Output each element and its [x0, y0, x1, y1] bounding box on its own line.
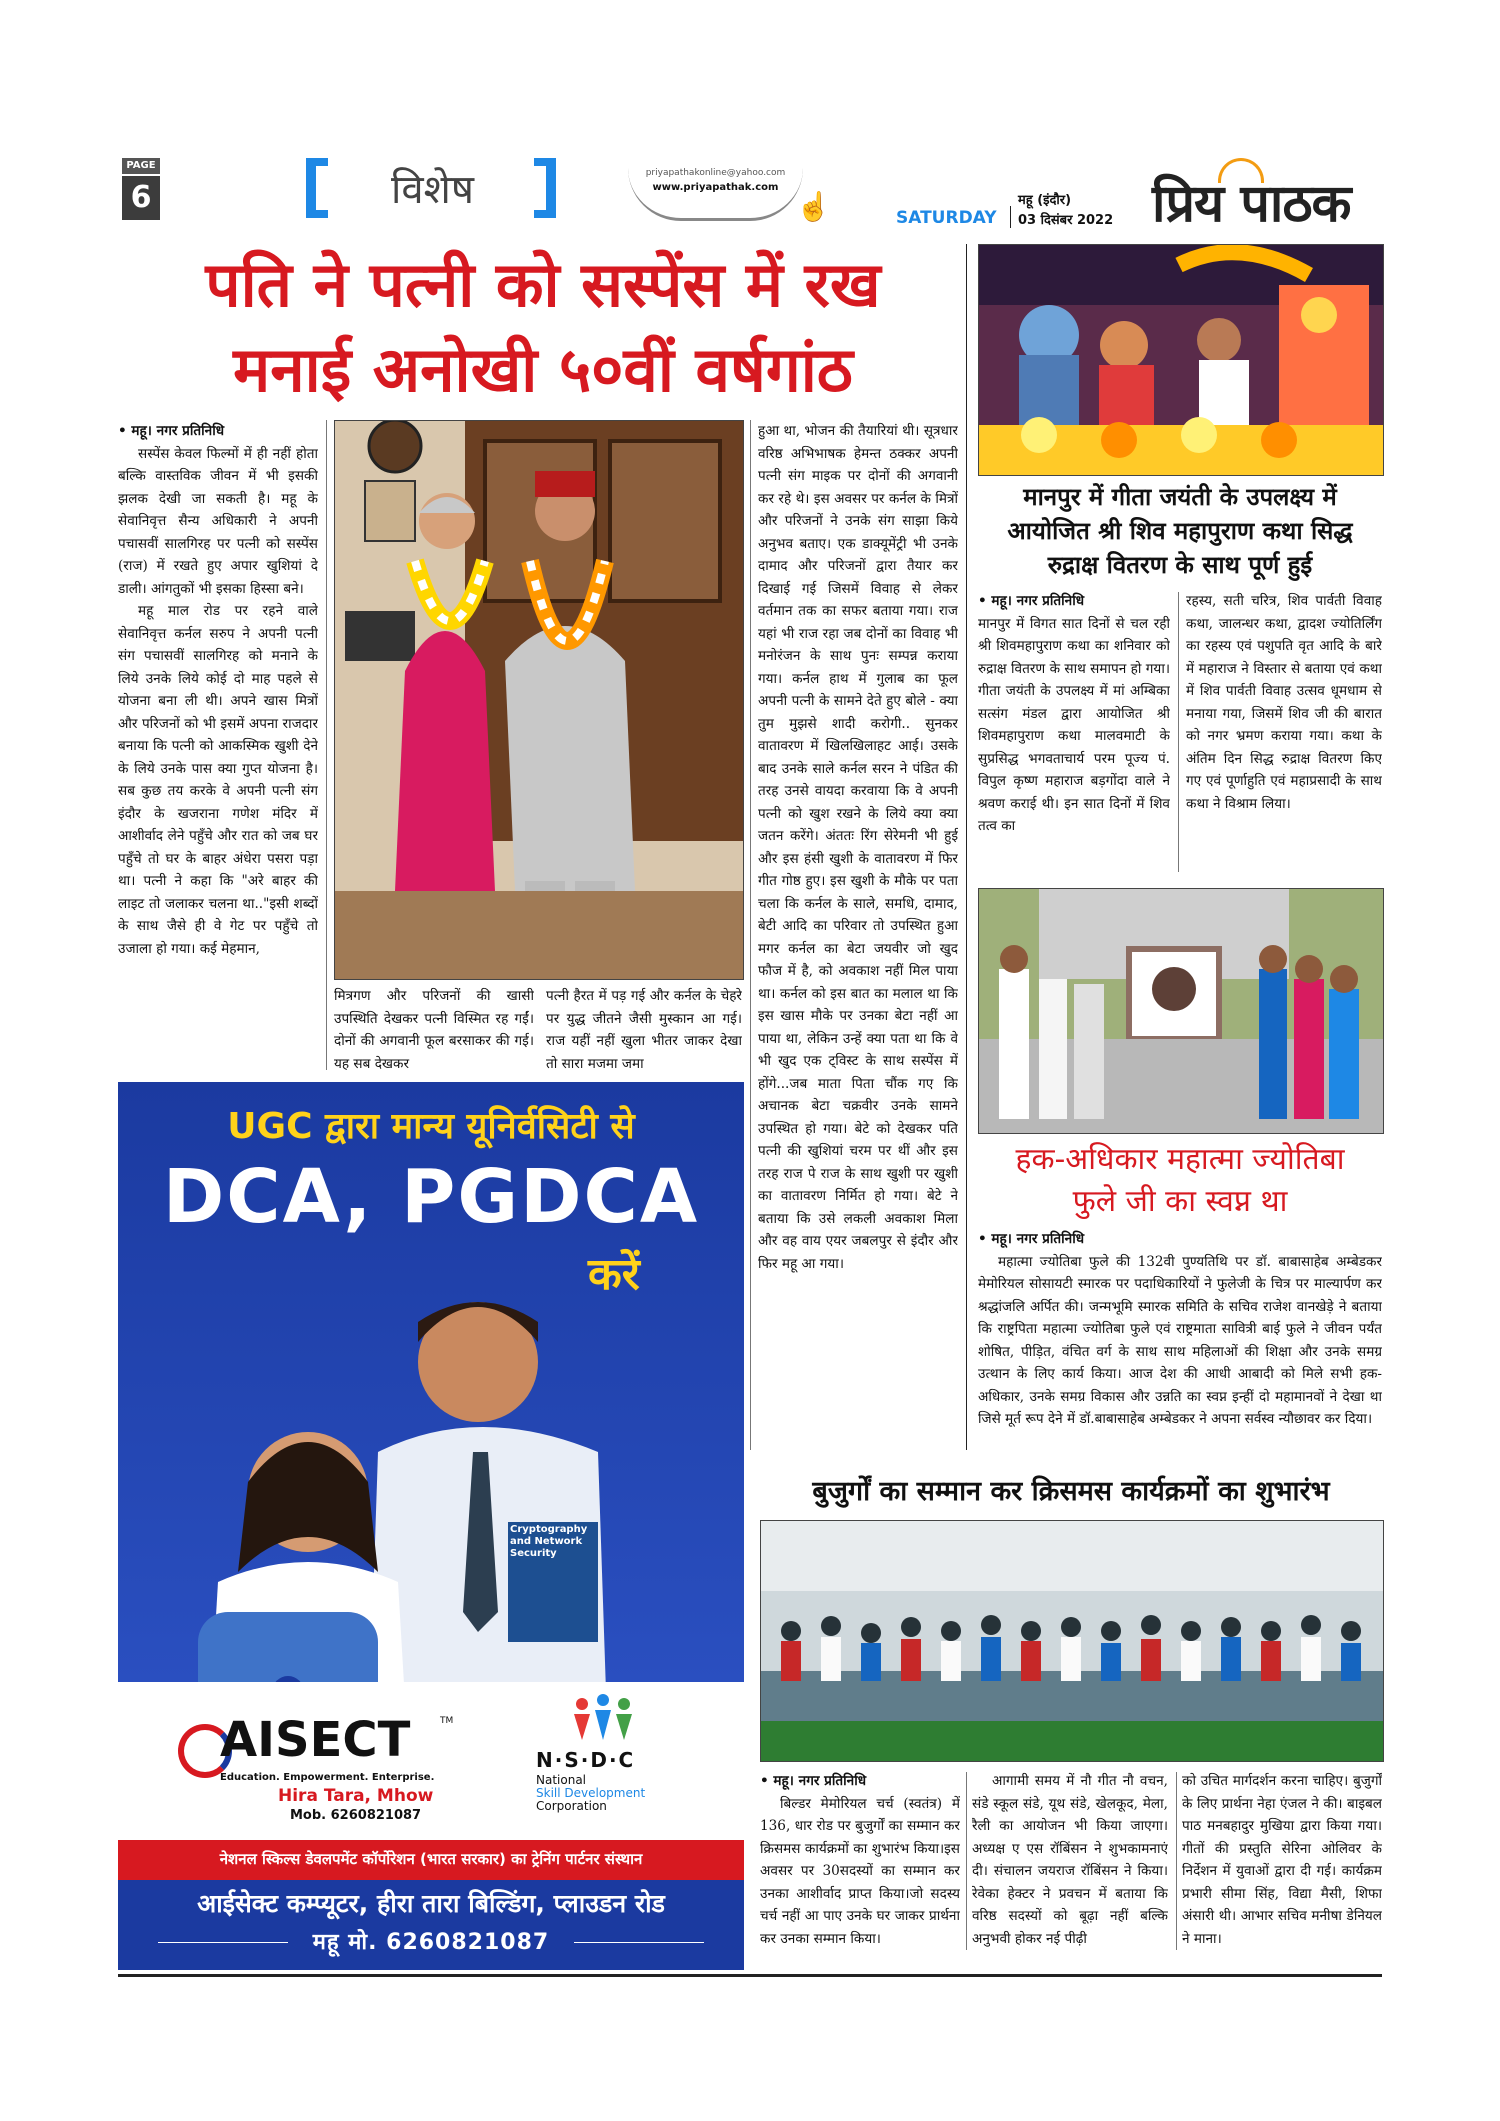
ad-students-image: [178, 1252, 638, 1752]
column-rule-gita: [1178, 592, 1179, 872]
lead-column-1: [118, 420, 318, 1070]
lead-col3-text: पत्नी हैरत में पड़ गई और कर्नल के चेहरे पर युद्ध जीतने जैसी मुस्कान आ गई। राज यहीं नहीं खुला भीतर जाकर देखा तो सारा मजमा जमा: [546, 988, 742, 1072]
christmas-group-photo: [760, 1520, 1384, 1762]
phule-tribute-photo: [978, 888, 1384, 1134]
nsdc-line1: National: [536, 1773, 587, 1787]
phule-body: [978, 1228, 1382, 1453]
phule-headline-line1: हक-अधिकार महात्मा ज्योतिबा: [1015, 1142, 1345, 1177]
christmas-column-3: [1182, 1770, 1382, 1950]
ad-line1: UGC द्वारा मान्य यूनिर्वसिटी से: [227, 1106, 635, 1147]
lead-col1-para2: महू माल रोड पर रहने वाले सेवानिवृत्त कर्नल सरुप ने अपनी पत्नी संग पचासवीं सालगिरह को मनाने के लिये उनके लिये कोई दो माह पहले से योजना बना ली थी। अपने खास मित्रों और परिजनों को भी इसमें अपना राजदार बनाया कि पत्नी को आकस्मिक खुशी देने के लिये उनके पास क्या गुप्त योजना है। सब कुछ तय करके वे अपनी पत्नी संग इंदौर के खजराना गणेश मंदिर में आशीर्वाद लेने पहुँचे और रात को जब घर पहुँचे तो घर के बाहर अंधेरा पसरा पड़ा था। पत्नी ने कहा कि "अरे बाहर की लाइट तो जलाकर चलना था.."इसी शब्दों के साथ जैसे ही वे गेट पर पहुँचे तो उजाला हो गया। कई मेहमान,: [118, 603, 318, 957]
phule-headline-line2: फुले जी का स्वप्न था: [1072, 1184, 1288, 1219]
lead-column-3: [546, 985, 742, 1075]
pointing-hand-icon: ☝: [796, 190, 831, 223]
page-label: PAGE: [122, 158, 160, 174]
ad-book-title: Cryptography and Network Security: [510, 1524, 588, 1559]
aisect-tm: TM: [440, 1716, 454, 1726]
lead-col2-text: मित्रगण और परिजनों की खासी उपस्थिति देखकर पत्नी विस्मित रह गईं। दोनों की अगवानी फूल बरसाकर की गई। यह सब देखकर: [334, 988, 534, 1072]
christmas-column-2: [972, 1770, 1168, 1950]
lead-dateline: • महू। नगर प्रतिनिधि: [118, 423, 225, 439]
lead-headline-line2: मनाई अनोखी ५०वीं वर्षगांठ: [233, 333, 853, 406]
email-text: priyapathakonline@yahoo.com: [645, 168, 786, 178]
phule-photo-art: [979, 889, 1383, 1133]
aisect-branch: Hira Tara, Mhow: [278, 1786, 434, 1806]
christmas-column-1: [760, 1770, 960, 1950]
gita-col2-text: रहस्य, सती चरित्र, शिव पार्वती विवाह कथा, जालन्धर कथा, द्वादश ज्योतिर्लिंग का रहस्य एवं पशुपति वृत आदि के बारे में महाराज ने विस्तार से बताया एवं कथा में शिव पार्वती विवाह उत्सव धूमधाम से मनाया गया, जिसमें शिव जी की बारात को नगर भ्रमण कराया गया। कथा के अंतिम दिन सिद्ध रुद्राक्ष वितरण किए गए एवं पूर्णाहुति एवं महाप्रसादी के साथ कथा ने विश्राम लिया।: [1186, 593, 1382, 812]
date-text: 03 दिसंबर 2022: [1018, 213, 1114, 228]
ad-address-line: आईसेक्ट कम्प्यूटर, हीरा तारा बिल्डिंग, प्लाउडन रोड: [197, 1889, 665, 1918]
students-art: [178, 1252, 638, 1752]
nsdc-figures-icon: [568, 1694, 638, 1744]
gita-photo-art: [979, 245, 1383, 475]
gita-col1-text: मानपुर में विगत सात दिनों से चल रही श्री शिवमहापुराण कथा का शनिवार को रुद्राक्ष वितरण के साथ समापन हो गया। गीता जयंती के उपलक्ष्य में मां अम्बिका सत्संग मंडल द्वारा आयोजित श्री शिवमहापुराण कथा मालवमाटी के सुप्रसिद्ध भगवताचार्य परम पूज्य पं. विपुल कृष्ण महाराज बड़गोंदा वाले ने श्रवण कराई थी। इन सात दिनों में शिव तत्व का: [978, 615, 1170, 834]
ad-phone-line: महू मो. 6260821087: [312, 1930, 550, 1955]
section-title: विशेष: [391, 167, 474, 213]
footer-rule: [118, 1974, 1382, 1977]
lead-column-4: [758, 420, 958, 1450]
lead-col4-text: हुआ था, भोजन की तैयारियां थी। सूत्रधार वरिष्ठ अभिभाषक हेमन्त ठक्कर अपनी पत्नी संग माइक पर दोनों की अगवानी कर रहे थे। इस अवसर पर कर्नल के मित्रों और परिजनों ने उनके संग साझा किये अनुभव बताए। एक डाक्यूमेंट्री भी उनके दामाद और परिजनों द्वारा तैयार कर दिखाई गई जिसमें विवाह से लेकर वर्तमान तक का सफर बताया गया। राज यहां भी राज रहा जब दोनों का विवाह भी मनोरंजन के साथ पुनः सम्पन्न कराया गया। कर्नल हाथ में गुलाब का फूल अपनी पत्नी के सामने देते हुए बोले - क्या तुम मुझसे शादी करोगी.. सुनकर वातावरण में खिलखिलाहट आई। उसके बाद उनके साले कर्नल सरन ने पंडित की तरह उनसे वायदा करवाया कि वे अपनी पत्नी को खुश रखने के लिये क्या क्या जतन करेंगे। अंततः रिंग सेरेमनी भी हुई और इस हंसी खुशी के वातावरण में फिर गीत गोष्ठ हुए। इस खुशी के मौके पर पता चला कि कर्नल के साले, समधि, दामाद, बेटी आदि का परिवार तो उपस्थित हुआ मगर कर्नल का बेटा जयवीर जो खुद फौज में है, को अवकाश नहीं मिल पाया था। कर्नल को इस बात का मलाल था कि इस खास मौके पर उनका बेटा नहीं आ पाया था, लेकिन उन्हें क्या पता था कि वे भी खुद एक ट्विस्ट के साथ सस्पेंस में होंगे...जब माता पिता चौंक गए कि अचानक बेटा चक्रवीर उनके सामने उपस्थित हो गया। बेटे को देखकर पति पत्नी की खुशियां चरम पर थीं और इस तरह राज पे राज के साथ खुशी पर खुशी का वातावरण निर्मित हो गया। बेटे ने बताया कि उसे लकली अवकाश मिला और वह वाय एयर जबलपुर से इंदौर और फिर महू आ गया।: [758, 423, 958, 1272]
phule-dateline: • महू। नगर प्रतिनिधि: [978, 1231, 1085, 1247]
location-text: महू (इंदौर): [1018, 193, 1072, 208]
gita-headline: मानपुर में गीता जयंती के उपलक्ष्य में आयोजित श्री शिव महापुराण कथा सिद्ध रुद्राक्ष वितरण के साथ पूर्ण हुई: [1007, 482, 1353, 579]
day-text: SATURDAY: [896, 208, 997, 228]
column-rule-lead-col1: [326, 420, 327, 1070]
nsdc-abbr: N·S·D·C: [536, 1748, 636, 1772]
couple-photo-art: [335, 421, 743, 979]
nsdc-line2: Skill Development: [536, 1786, 646, 1800]
ad-phone-rule-right: [574, 1942, 704, 1943]
christmas-col2-text: आगामी समय में नौ गीत नौ वचन, संडे स्कूल संडे, यूथ संडे, खेलकूद, मेला, रैली का आयोजन भी किया जाएगा।अध्यक्ष ए एस रॉबिंसन ने शुभकामनाएं दी। संचालन जयराज रॉबिंसन ने किया। रेवेका हेक्टर ने प्रवचन में बताया कि वरिष्ठ सदस्यों को बूढ़ा नहीं बल्कि अनुभवी होकर नई पीढ़ी: [972, 1773, 1168, 1947]
page-number: 6: [122, 176, 160, 220]
christmas-photo-art: [761, 1521, 1383, 1761]
column-rule-lead-col4: [750, 420, 751, 1450]
nsdc-figures-art: [568, 1694, 638, 1744]
gita-column-1: [978, 590, 1170, 875]
ad-partner-line: नेशनल स्किल्स डेवलपमेंट कॉर्पोरेशन (भारत सरकार) का ट्रेनिंग पार्टनर संस्थान: [219, 1850, 643, 1868]
column-rule-lead-right: [966, 244, 967, 1450]
aisect-tagline: Education. Empowerment. Enterprise.: [220, 1772, 435, 1783]
column-rule-christmas-1: [966, 1772, 967, 1950]
christmas-dateline: • महू। नगर प्रतिनिधि: [760, 1773, 867, 1789]
contact-block: [628, 168, 803, 221]
christmas-col3-text: को उचित मार्गदर्शन करना चाहिए। बुजुर्गों के लिए प्रार्थना नेहा एंजल ने की। बाइबल पाठ मनबहादुर मुखिया द्वारा किया गया। गीतों की प्रस्तुति सेरिना ओलिवर के निर्देशन में युवाओं द्वारा दी गई। कार्यक्रम प्रभारी सीमा सिंह, विद्या मैसी, शिफा अंसारी थी। आभार सचिव मनीषा डेनियल ने माना।: [1182, 1773, 1382, 1947]
newspaper-logo: प्रिय पाठक: [1152, 173, 1351, 234]
christmas-col1-text: बिल्डर मेमोरियल चर्च (स्वतंत्र) में 136, धार रोड पर बुजुर्गों का सम्मान कर क्रिसमस कार्यक्रमों का शुभारंभ किया।इस अवसर पर 30सदस्यों का सम्मान कर उनका आशीर्वाद प्राप्त किया।जो सदस्य चर्च नहीं आ पाए उनके घर जाकर प्रार्थना कर उनका सम्मान किया।: [760, 1795, 960, 1947]
gita-dateline: • महू। नगर प्रतिनिधि: [978, 593, 1085, 609]
section-bracket-left: [306, 158, 328, 218]
aisect-advertisement: [118, 1082, 744, 1970]
couple-photo: [334, 420, 744, 980]
aisect-mobile: Mob. 6260821087: [290, 1808, 422, 1823]
date-separator: [1010, 206, 1011, 228]
nsdc-line3: Corporation: [536, 1799, 607, 1813]
lead-headline-line1: पति ने पत्नी को सस्पेंस में रख: [205, 248, 881, 321]
section-bracket-right: [534, 158, 556, 218]
ad-line2: DCA, PGDCA: [162, 1154, 700, 1240]
gita-column-2: [1186, 590, 1382, 875]
ad-line3: करें: [588, 1249, 640, 1300]
column-rule-christmas-2: [1176, 1772, 1177, 1950]
phule-body-text: महात्मा ज्योतिबा फुले की 132वी पुण्यतिथि पर डॉ. बाबासाहेब अम्बेडकर मेमोरियल सोसायटी स्मारक पर पदाधिकारियों ने फुलेजी के चित्र पर माल्यार्पण कर श्रद्धांजलि अर्पित की। जन्मभूमि स्मारक समिति के सचिव राजेश वानखेड़े ने बताया कि राष्ट्रपिता महात्मा ज्योतिबा फुले एवं राष्ट्रमाता सावित्री बाई फुले ने जीवन पर्यंत शोषित, पीड़ित, वंचित वर्ग के साथ साथ महिलाओं की शिक्षा और उनके समग्र उत्थान के लिए कार्य किया। आज देश की आधी आबादी को मिले सभी हक-अधिकार, उनके समग्र विकास और उन्नति का स्वप्न इन्हीं दो महामानवों ने देखा था जिसे मूर्त रूप देने में डॉ.बाबासाहेब अम्बेडकर ने अपना सर्वस्व न्यौछावर कर दिया।: [978, 1253, 1382, 1427]
website-text: www.priyapathak.com: [652, 182, 779, 193]
lead-column-2: [334, 985, 534, 1075]
gita-event-photo: [978, 244, 1384, 476]
logo-sun-icon: [1218, 158, 1264, 183]
lead-col1-para1: सस्पेंस केवल फिल्मों में ही नहीं होता बल्कि वास्तविक जीवन में भी इसकी झलक देखी जा सकती है। महू के सेवानिवृत्त सैन्य अधिकारी ने अपनी पचासवीं सालगिरह पर पत्नी को सस्पेंस (राज) में रखते हुए अपार खुशियां दे डाली। आंगतुकों भी इसका हिस्सा बने।: [118, 445, 318, 597]
christmas-headline: बुजुर्गों का सम्मान कर क्रिसमस कार्यक्रमों का शुभारंभ: [812, 1476, 1330, 1507]
aisect-name: AISECT: [220, 1712, 411, 1768]
